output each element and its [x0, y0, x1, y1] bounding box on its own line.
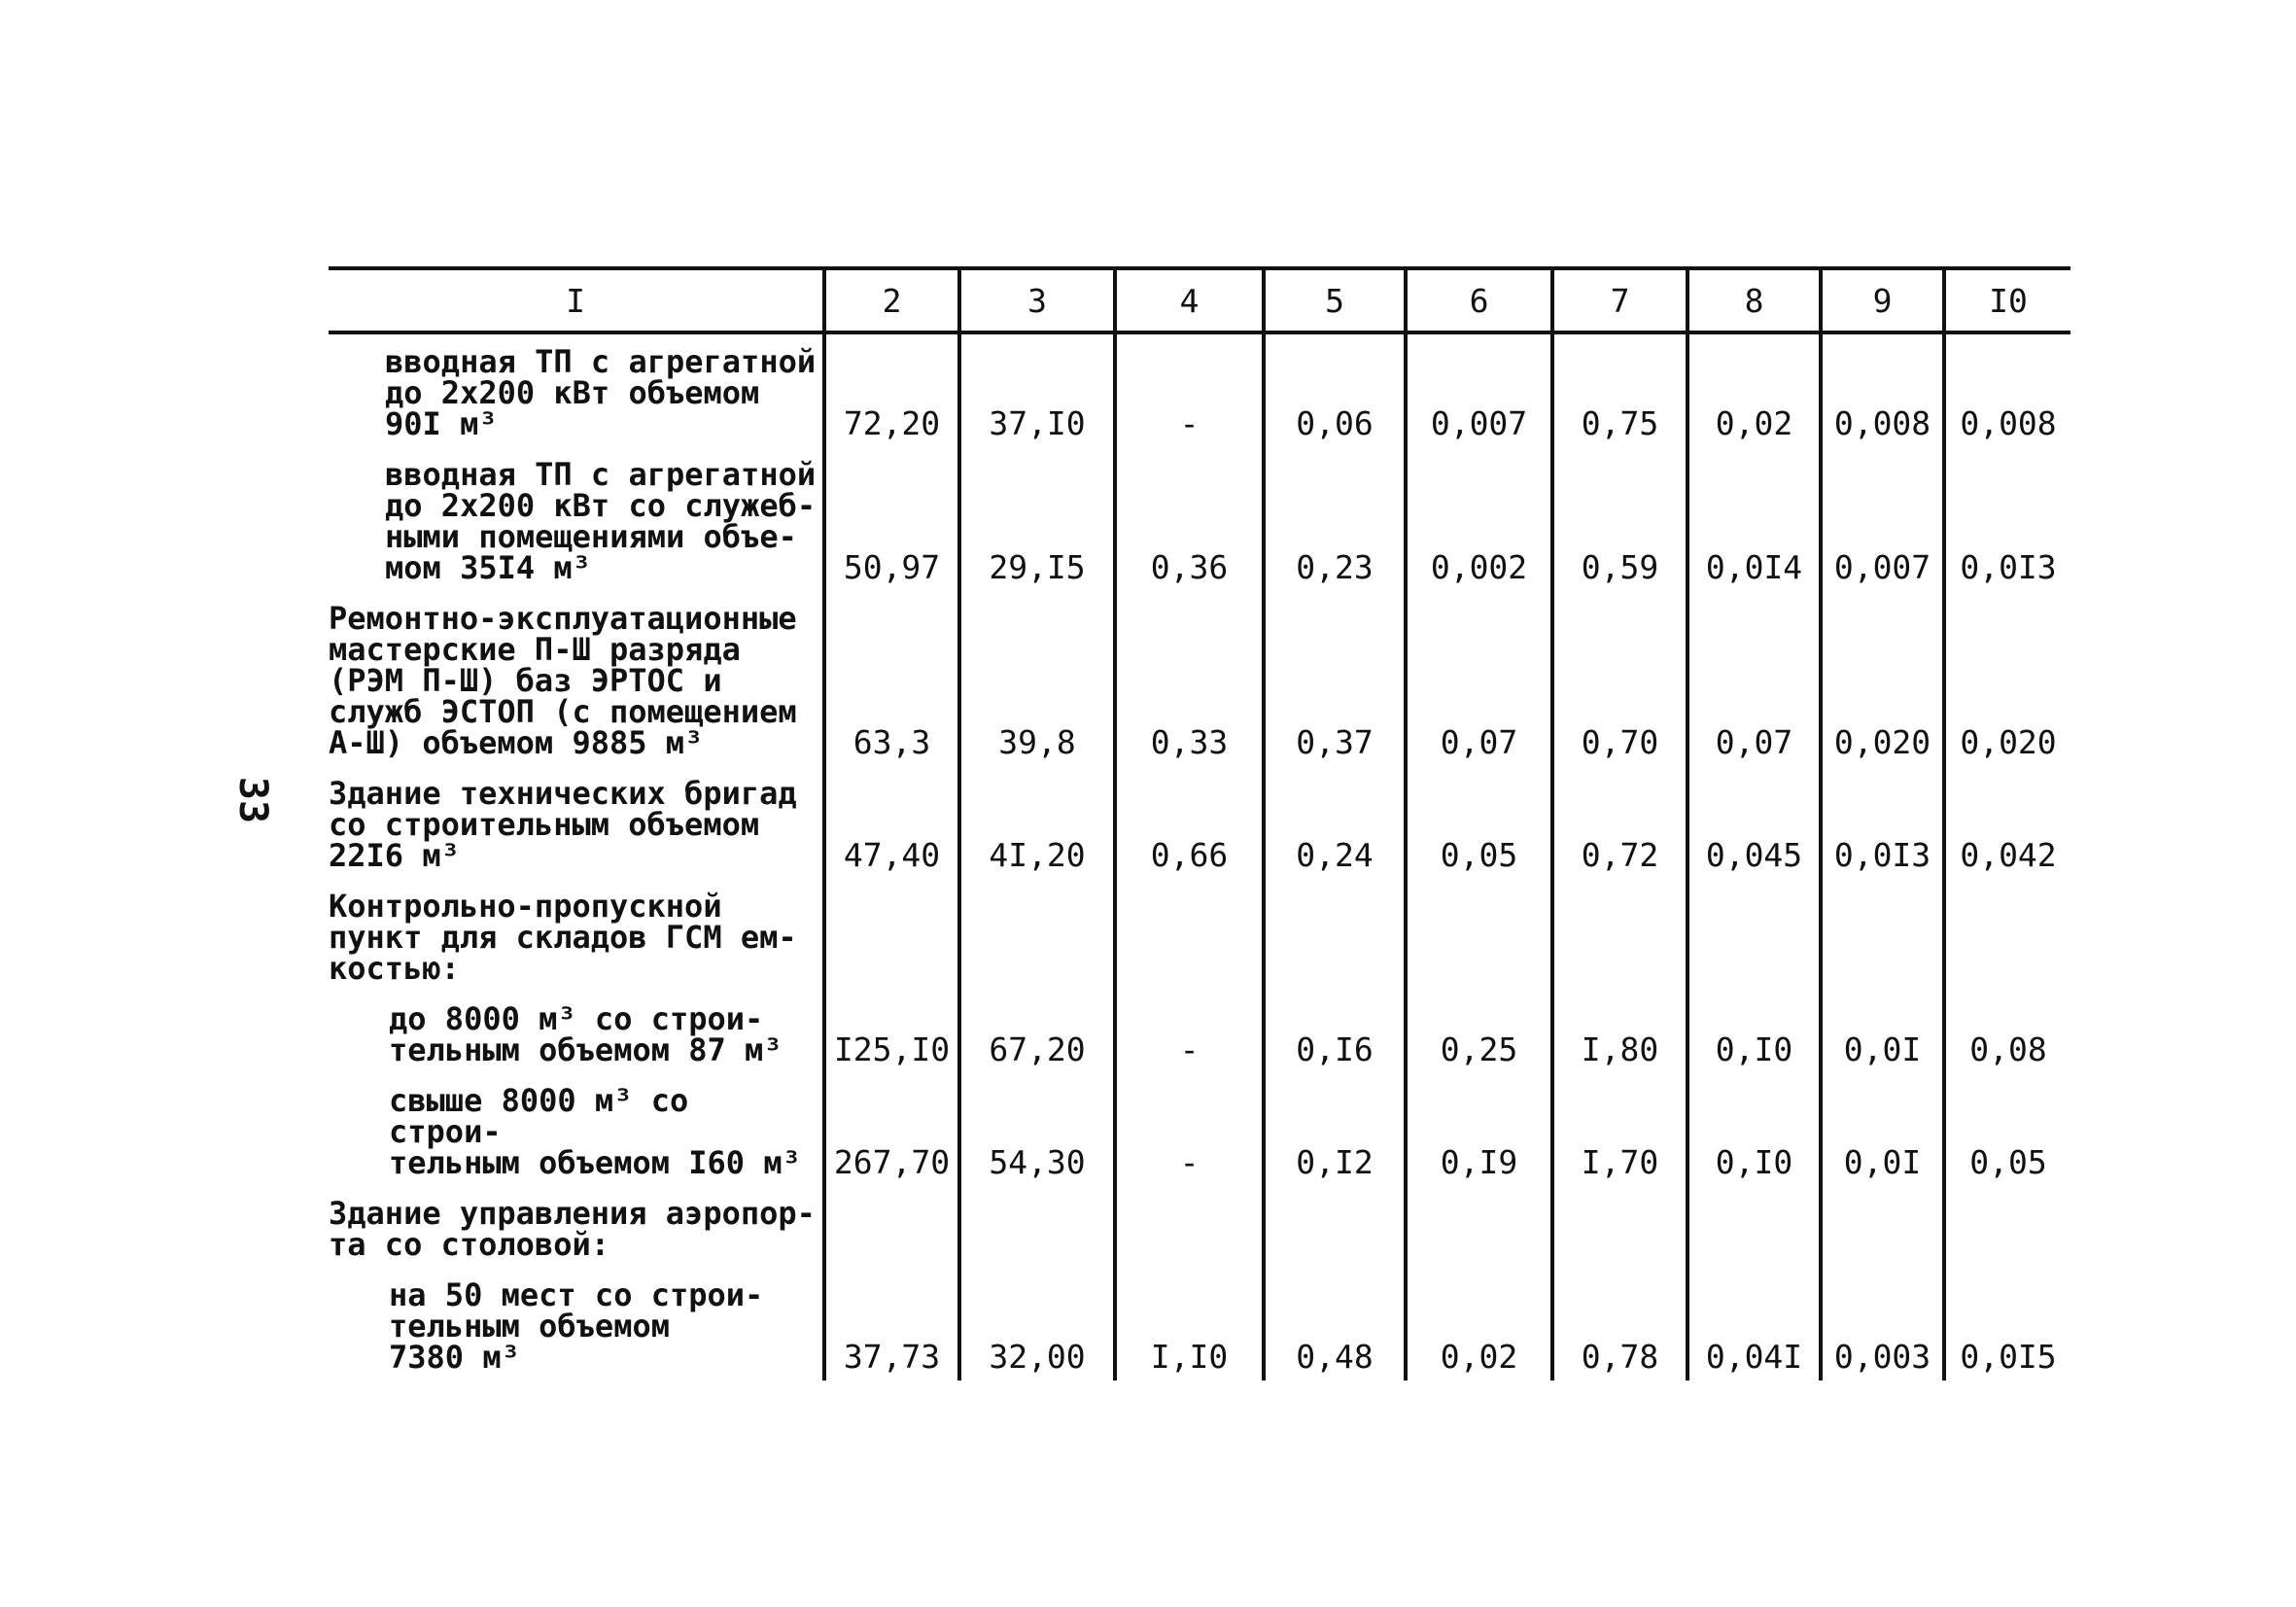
cell-col-2: 72,20	[824, 332, 959, 447]
table-row	[329, 879, 2070, 992]
cell-col-2: 50,97	[824, 447, 959, 591]
cell-col-3: 4I,20	[959, 766, 1115, 879]
row-label: на 50 мест со строи- тельным объемом 7380 м³	[389, 1276, 764, 1376]
cell-col-2	[824, 1186, 959, 1268]
cell-col-7: I,70	[1552, 1073, 1687, 1186]
table-header-row	[329, 268, 2070, 332]
cell-col-6: 0,05	[1406, 766, 1552, 879]
cell-col-7	[1552, 1186, 1687, 1268]
cell-col-10: 0,020	[1944, 591, 2070, 766]
cell-col-4: -	[1115, 1073, 1264, 1186]
cell-col-8: 0,02	[1687, 332, 1821, 447]
cell-col-5: 0,I2	[1264, 1073, 1406, 1186]
column-header-5: 5	[1264, 268, 1406, 332]
cell-col-10: 0,08	[1944, 992, 2070, 1073]
cell-col-6	[1406, 1186, 1552, 1268]
cell-col-7: 0,78	[1552, 1268, 1687, 1380]
row-label: до 8000 м³ со строи- тельным объемом 87 м³	[389, 1000, 783, 1068]
cell-col-6: 0,I9	[1406, 1073, 1552, 1186]
cell-col-4	[1115, 1186, 1264, 1268]
row-label: вводная ТП с агрегатной до 2х200 кВт со служеб- ными помещениями объе- мом 35I4 м³	[385, 456, 817, 586]
cell-col-10	[1944, 879, 2070, 992]
cell-col-3: 67,20	[959, 992, 1115, 1073]
row-label: свыше 8000 м³ со строи- тельным объемом I60 м³	[389, 1082, 801, 1181]
cell-col-4: -	[1115, 332, 1264, 447]
table-row	[329, 1186, 2070, 1268]
column-header-4: 4	[1115, 268, 1264, 332]
table-row	[329, 1268, 2070, 1380]
column-header-8: 8	[1687, 268, 1821, 332]
cell-col-9: 0,0I	[1821, 992, 1944, 1073]
cell-col-5: 0,I6	[1264, 992, 1406, 1073]
table-row	[329, 447, 2070, 591]
cell-col-8	[1687, 879, 1821, 992]
row-label: Здание технических бригад со строительным объемом 22I6 м³	[329, 775, 797, 874]
cell-col-6: 0,02	[1406, 1268, 1552, 1380]
cell-col-8: 0,0I4	[1687, 447, 1821, 591]
data-table	[329, 266, 2070, 1380]
cell-col-2: 63,3	[824, 591, 959, 766]
cell-col-8	[1687, 1186, 1821, 1268]
cell-col-4: I,I0	[1115, 1268, 1264, 1380]
cell-col-2: 47,40	[824, 766, 959, 879]
cell-col-9: 0,007	[1821, 447, 1944, 591]
cell-col-5	[1264, 879, 1406, 992]
cell-col-3: 32,00	[959, 1268, 1115, 1380]
cell-col-4: -	[1115, 992, 1264, 1073]
cell-col-10: 0,042	[1944, 766, 2070, 879]
cell-col-6	[1406, 879, 1552, 992]
cell-col-9: 0,0I	[1821, 1073, 1944, 1186]
cell-col-3	[959, 1186, 1115, 1268]
cell-col-2: 37,73	[824, 1268, 959, 1380]
cell-col-9: 0,020	[1821, 591, 1944, 766]
cell-col-5: 0,37	[1264, 591, 1406, 766]
cell-col-5	[1264, 1186, 1406, 1268]
cell-col-8: 0,I0	[1687, 1073, 1821, 1186]
cell-col-4	[1115, 879, 1264, 992]
column-header-9: 9	[1821, 268, 1944, 332]
cell-col-7: 0,72	[1552, 766, 1687, 879]
cell-col-4: 0,33	[1115, 591, 1264, 766]
cell-col-3: 29,I5	[959, 447, 1115, 591]
cell-col-9	[1821, 879, 1944, 992]
row-label: Ремонтно-эксплуатационные мастерские П-Ш разряда (РЭМ П-Ш) баз ЭРТОС и служб ЭСТОП (с помещением А-Ш) объемом 9885 м³	[329, 600, 797, 761]
cell-col-5: 0,48	[1264, 1268, 1406, 1380]
cell-col-9	[1821, 1186, 1944, 1268]
cell-col-2: I25,I0	[824, 992, 959, 1073]
cell-col-7: 0,59	[1552, 447, 1687, 591]
page-number: 33	[230, 776, 276, 824]
cell-col-9: 0,0I3	[1821, 766, 1944, 879]
cell-col-7: 0,75	[1552, 332, 1687, 447]
table-row	[329, 992, 2070, 1073]
column-header-7: 7	[1552, 268, 1687, 332]
cell-col-5: 0,06	[1264, 332, 1406, 447]
cell-col-3: 54,30	[959, 1073, 1115, 1186]
column-header-10: I0	[1944, 268, 2070, 332]
cell-col-9: 0,008	[1821, 332, 1944, 447]
cell-col-3	[959, 879, 1115, 992]
column-header-1: I	[329, 268, 824, 332]
cell-col-3: 39,8	[959, 591, 1115, 766]
table-row	[329, 591, 2070, 766]
cell-col-6: 0,002	[1406, 447, 1552, 591]
cell-col-10: 0,0I3	[1944, 447, 2070, 591]
cell-col-10: 0,05	[1944, 1073, 2070, 1186]
cell-col-9: 0,003	[1821, 1268, 1944, 1380]
column-header-6: 6	[1406, 268, 1552, 332]
cell-col-5: 0,23	[1264, 447, 1406, 591]
table-row	[329, 1073, 2070, 1186]
cell-col-4: 0,66	[1115, 766, 1264, 879]
cell-col-4: 0,36	[1115, 447, 1264, 591]
row-label: Контрольно-пропускной пункт для складов ГСМ ем- костью:	[329, 888, 797, 987]
cell-col-8: 0,07	[1687, 591, 1821, 766]
cell-col-3: 37,I0	[959, 332, 1115, 447]
cell-col-6: 0,07	[1406, 591, 1552, 766]
row-label: Здание управления аэропор- та со столовой:	[329, 1195, 816, 1263]
cell-col-8: 0,04I	[1687, 1268, 1821, 1380]
column-header-2: 2	[824, 268, 959, 332]
table-row	[329, 766, 2070, 879]
column-header-3: 3	[959, 268, 1115, 332]
cell-col-8: 0,I0	[1687, 992, 1821, 1073]
cell-col-6: 0,25	[1406, 992, 1552, 1073]
cell-col-7	[1552, 879, 1687, 992]
cell-col-5: 0,24	[1264, 766, 1406, 879]
cell-col-10: 0,0I5	[1944, 1268, 2070, 1380]
cell-col-7: 0,70	[1552, 591, 1687, 766]
table-body	[329, 332, 2070, 1380]
row-label: вводная ТП с агрегатной до 2х200 кВт объемом 90I м³	[385, 343, 817, 442]
cell-col-2	[824, 879, 959, 992]
cell-col-10	[1944, 1186, 2070, 1268]
cell-col-8: 0,045	[1687, 766, 1821, 879]
cell-col-7: I,80	[1552, 992, 1687, 1073]
cell-col-10: 0,008	[1944, 332, 2070, 447]
table-row	[329, 332, 2070, 447]
cell-col-6: 0,007	[1406, 332, 1552, 447]
cell-col-2: 267,70	[824, 1073, 959, 1186]
